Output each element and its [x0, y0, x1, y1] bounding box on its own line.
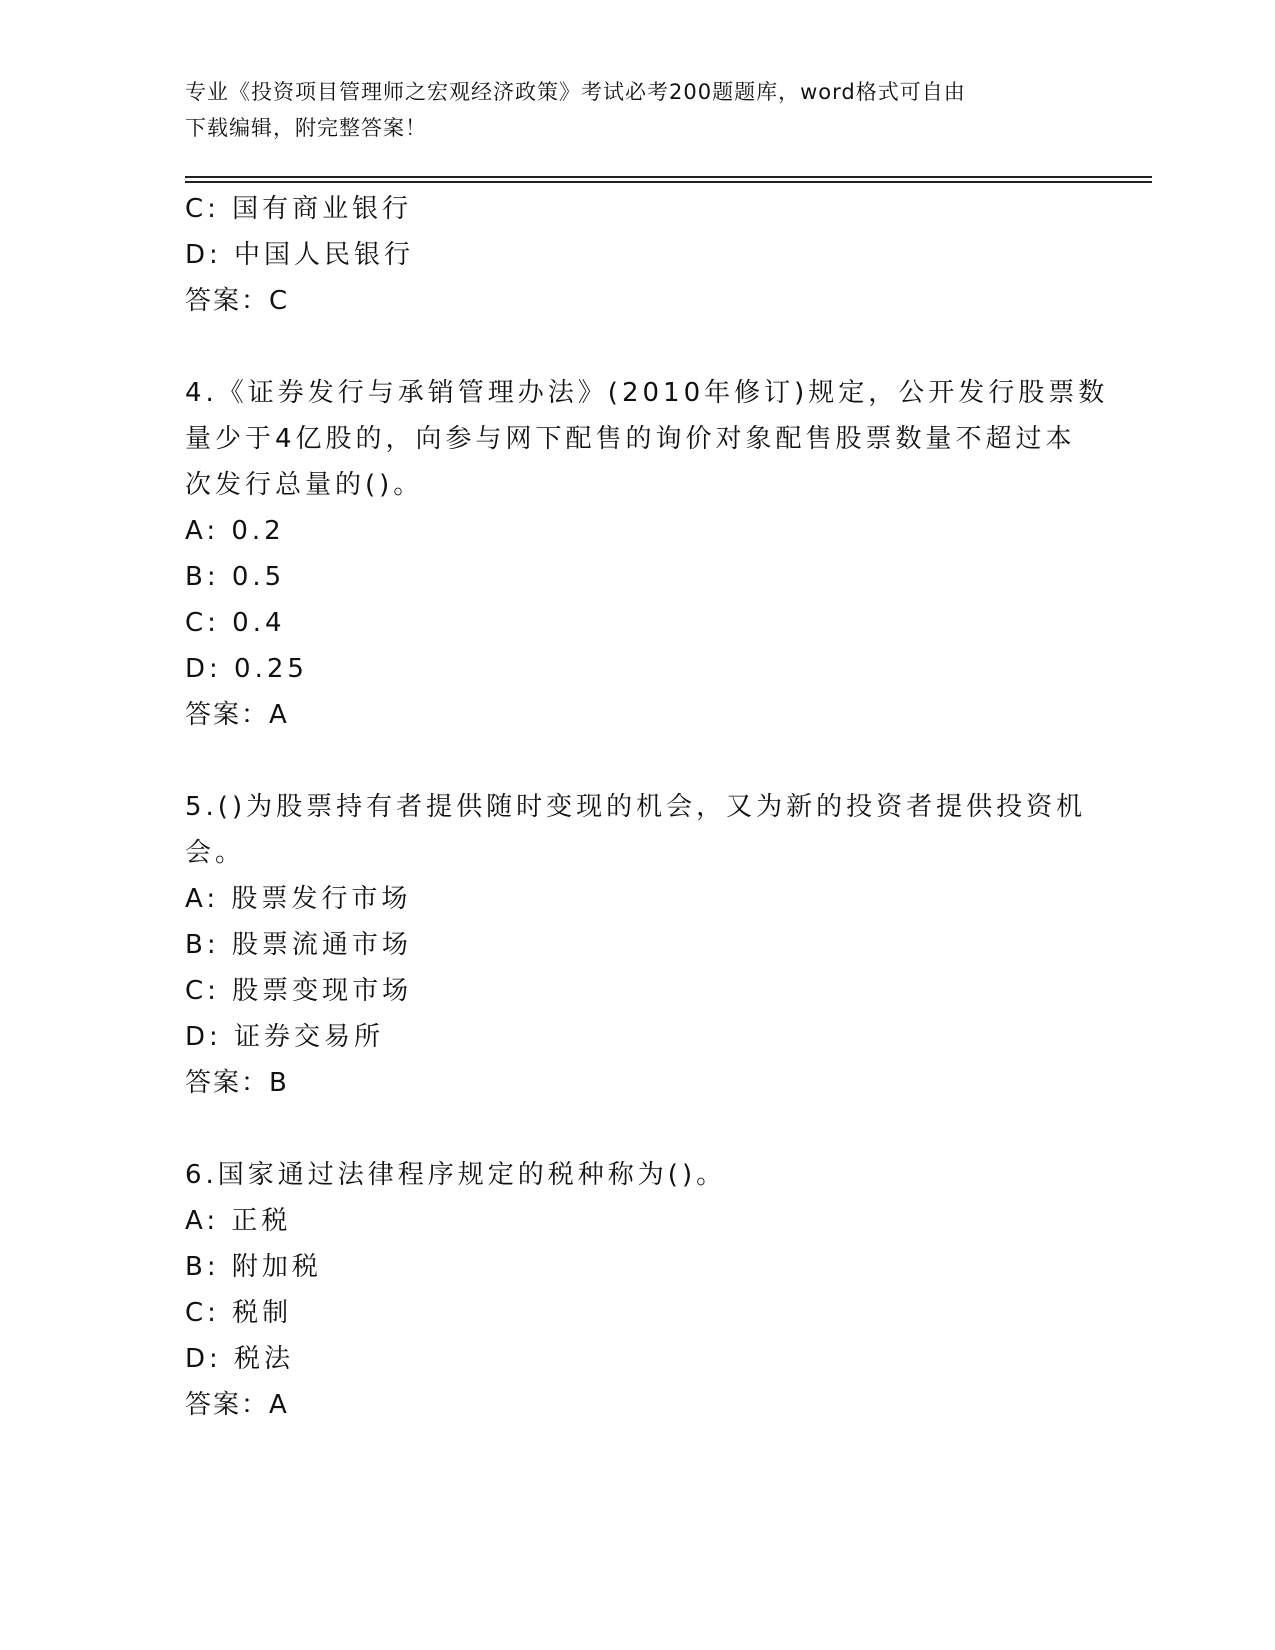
q5-stem-line-2: 会。 [185, 838, 246, 868]
q4-stem-line-1: 4.《证券发行与承销管理办法》(2010年修订)规定，公开发行股票数 [185, 378, 1109, 408]
q5-option-c: C: 股票变现市场 [185, 976, 413, 1006]
q4-option-b: B: 0.5 [185, 562, 286, 592]
q5-option-b: B: 股票流通市场 [185, 930, 412, 960]
header-line-2: 下载编辑，附完整答案！ [185, 116, 427, 140]
q4-option-a: A: 0.2 [185, 516, 285, 546]
header-divider-top [185, 176, 1152, 178]
q6-option-c: C: 税制 [185, 1298, 293, 1328]
q4-option-d: D: 0.25 [185, 654, 308, 684]
q4-option-c: C: 0.4 [185, 608, 286, 638]
header-line-1: 专业《投资项目管理师之宏观经济政策》考试必考200题题库，word格式可自由 [185, 80, 966, 104]
q3-option-d: D: 中国人民银行 [185, 240, 415, 270]
q4-stem-line-2: 量少于4亿股的，向参与网下配售的询价对象配售股票数量不超过本 [185, 424, 1076, 454]
q5-option-a: A: 股票发行市场 [185, 884, 412, 914]
document-header [185, 74, 1065, 146]
q6-answer: 答案：A [185, 1390, 289, 1420]
q3-answer: 答案：C [185, 286, 290, 316]
q5-answer: 答案：B [185, 1068, 289, 1098]
q6-option-d: D: 税法 [185, 1344, 295, 1374]
q5-option-d: D: 证券交易所 [185, 1022, 385, 1052]
q4-answer: 答案：A [185, 700, 289, 730]
header-divider-bottom [185, 181, 1152, 183]
q4-stem-line-3: 次发行总量的()。 [185, 470, 424, 500]
q5-stem-line-1: 5.()为股票持有者提供随时变现的机会，又为新的投资者提供投资机 [185, 792, 1087, 822]
q6-option-a: A: 正税 [185, 1206, 292, 1236]
q6-stem-line-1: 6.国家通过法律程序规定的税种称为()。 [185, 1160, 727, 1190]
q3-option-c: C: 国有商业银行 [185, 194, 413, 224]
q6-option-b: B: 附加税 [185, 1252, 322, 1282]
